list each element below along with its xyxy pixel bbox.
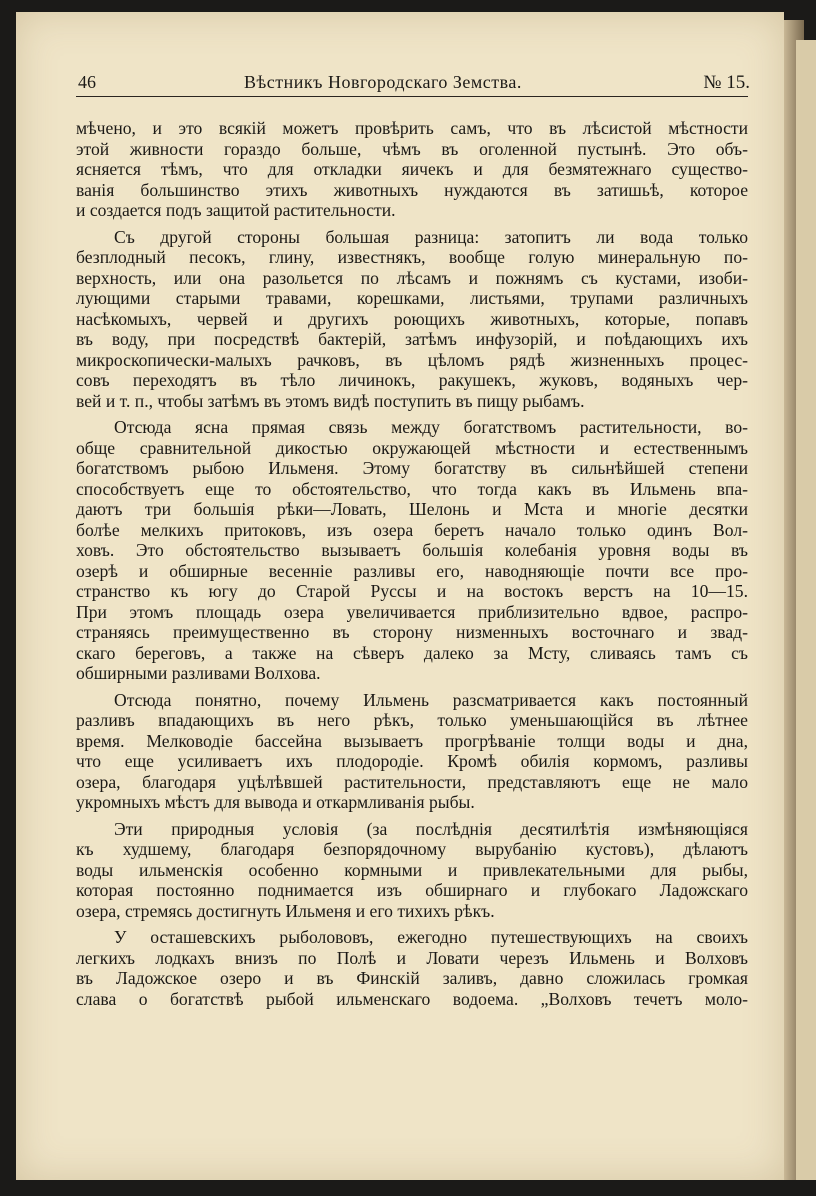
text-line: лующими старыми травами, корешками, листьями, трупами различныхъ (76, 288, 748, 308)
text-line: насѣкомыхъ, червей и другихъ роющихъ животныхъ, которые, попавъ (76, 308, 748, 329)
text-line: мѣчено, и это всякій можетъ провѣрить самъ, что въ лѣсистой мѣстности (76, 118, 748, 138)
text-line: способствуетъ еще то обстоятельство, что тогда какъ въ Ильмень впа- (76, 478, 748, 499)
running-header (76, 66, 750, 96)
text-line: странство къ югу до Старой Руссы и на востокъ верстъ на 10—15. (76, 581, 748, 601)
text-line: озерѣ и обширные весенніе разливы его, наводняющіе почти все про- (76, 560, 748, 581)
text-line: этой живности гораздо больше, чѣмъ въ оголенной пустынѣ. Это объ- (76, 138, 748, 159)
page-number: 46 (78, 72, 96, 92)
text-line: легкихъ лодкахъ внизъ по Полѣ и Ловати черезъ Ильмень и Волховъ (76, 947, 748, 968)
text-line: что еще усиливаетъ ихъ плодородіе. Кромѣ обилія кормомъ, разливы (76, 751, 748, 771)
text-line: ванія большинство этихъ животныхъ нуждаются въ затишьѣ, которое (76, 179, 748, 200)
text-line: страняясь преимущественно въ сторону низменныхъ восточнаго и звад- (76, 622, 748, 642)
text-line: микроскопически-малыхъ рачковъ, въ цѣломъ рядѣ жизненныхъ процес- (76, 349, 748, 370)
paragraph (76, 927, 748, 1009)
text-line: обширными разливами Волхова. (76, 663, 321, 683)
text-line: въ воду, при посредствѣ бактерій, затѣмъ инфузорій, и поѣдающихъ ихъ (76, 329, 748, 349)
text-line: верхность, или она разольется по лѣсамъ и пожнямъ съ кустами, изоби- (76, 267, 748, 288)
text-line: даютъ три большія рѣки—Ловать, Шелонь и Мста и многіе десятки (76, 499, 748, 519)
text-line: Отсюда ясна прямая связь между богатствомъ растительности, во- (114, 417, 748, 437)
paragraph (76, 690, 748, 813)
journal-title: Вѣстникъ Новгородскаго Земства. (244, 72, 522, 92)
text-line: безплодный песокъ, глину, известнякъ, вообще голую минеральную по- (76, 247, 748, 267)
text-line: въ Ладожское озеро и въ Финскій заливъ, давно сложилась громкая (76, 968, 748, 988)
text-line: воды ильменскія особенно кормными и привлекательными для рыбы, (76, 859, 748, 880)
body-text (76, 118, 748, 1009)
text-line: Съ другой стороны большая разница: затопитъ ли вода только (114, 226, 748, 247)
text-line: Отсюда понятно, почему Ильмень разсматривается какъ постоянный (114, 689, 748, 710)
text-line: ховъ. Это обстоятельство вызываетъ большія колебанія уровня воды въ (76, 540, 748, 560)
paragraph (76, 417, 748, 684)
text-line: болѣе мелкихъ притоковъ, изъ озера беретъ начало только одинъ Вол- (76, 519, 748, 540)
text-line: слава о богатствѣ рыбой ильменскаго водоема. „Волховъ течетъ моло- (76, 988, 748, 1009)
text-line: время. Мелководіе бассейна вызываетъ прогрѣваніе толщи воды и дна, (76, 730, 748, 751)
text-line: совъ переходятъ въ тѣло личинокъ, ракушекъ, жуковъ, водяныхъ чер- (76, 370, 748, 390)
text-line: При этомъ площадь озера увеличивается приблизительно вдвое, распро- (76, 601, 748, 622)
text-line: разливъ впадающихъ въ него рѣкъ, только уменьшающійся въ лѣтнее (76, 710, 748, 730)
text-line: озера, благодаря уцѣлѣвшей растительности, представляютъ еще не мало (76, 771, 748, 792)
text-line: ясняется тѣмъ, что для откладки яичекъ и для безмятежнаго существо- (76, 159, 748, 179)
text-line: и создается подъ защитой растительности. (76, 200, 396, 220)
header-rule (76, 96, 748, 97)
text-line: укромныхъ мѣстъ для вывода и откармливанія рыбы. (76, 792, 475, 812)
issue-number: № 15. (703, 72, 750, 93)
text-line: богатствомъ рыбою Ильменя. Этому богатству въ сильнѣйшей степени (76, 458, 748, 478)
adjacent-page-edge (796, 40, 816, 1180)
text-line: которая постоянно поднимается изъ обширнаго и глубокаго Ладожскаго (76, 880, 748, 900)
text-line: У осташевскихъ рыболововъ, ежегодно путешествующихъ на своихъ (114, 927, 748, 947)
paragraph (76, 819, 748, 922)
paragraph (76, 118, 748, 221)
text-line: скаго береговъ, а также на сѣверъ далеко за Мсту, сливаясь тамъ съ (76, 642, 748, 663)
text-line: обще сравнительной дикостью окружающей мѣстности и естественнымъ (76, 437, 748, 458)
paragraph (76, 227, 748, 412)
text-line: вей и т. п., чтобы затѣмъ въ этомъ видѣ поступить въ пищу рыбамъ. (76, 390, 585, 411)
text-line: озера, стремясь достигнуть Ильменя и его тихихъ рѣкъ. (76, 900, 495, 921)
text-line: Эти природныя условія (за послѣднія десятилѣтія измѣняющіяся (114, 818, 748, 839)
text-line: къ худшему, благодаря безпорядочному вырубанію кустовъ), дѣлаютъ (76, 839, 748, 859)
